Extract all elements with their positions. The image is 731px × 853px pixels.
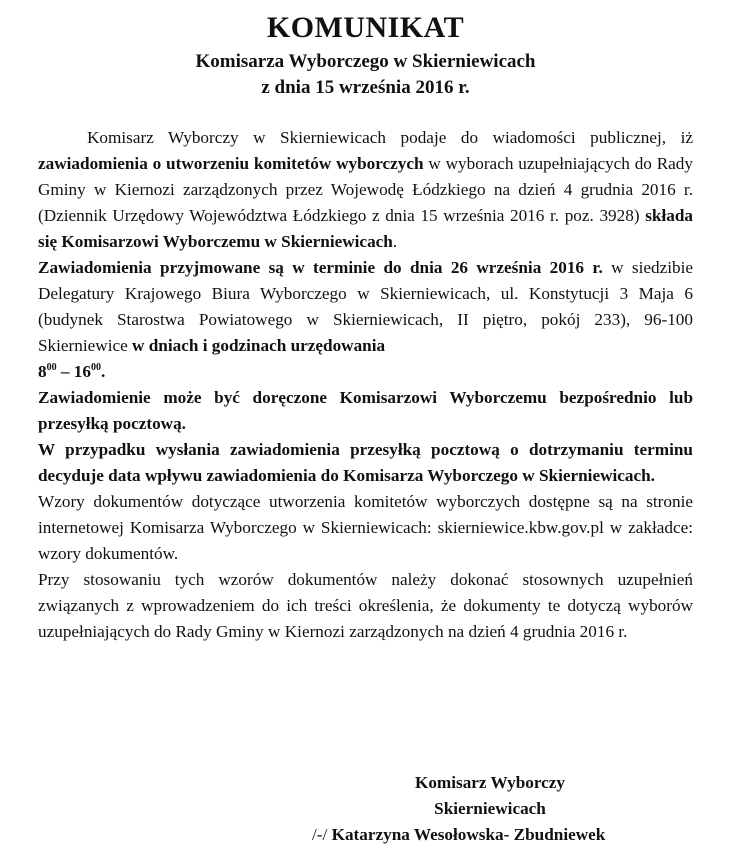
paragraph-intro xyxy=(38,125,693,255)
issuer-subtitle: Komisarza Wyborczego w Skierniewicach xyxy=(195,51,536,72)
paragraph-templates: Wzory dokumentów dotyczące utworzenia komitetów wyborczych dostępne są na stronie internetowej Komisarza Wyborczego w Skierniewicach: skierniewice.kbw.gov.pl w zakładce: wzory dokumentów. xyxy=(38,492,693,563)
paragraph-deadline-bold-1: Zawiadomienia przyjmowane są w terminie do dnia 26 września 2016 r. xyxy=(38,258,603,277)
document-title: KOMUNIKAT xyxy=(266,11,465,44)
paragraph-intro-text-2: w wyborach uzupełniających do Rady Gminy w Kiernozi zarządzonych przez Wojewodę Łódzkiego na dzień 4 grudnia 2016 r. (Dziennik Urzędowy Województwa Łódzkiego z dnia 15 września 2016 r. poz. 3928) xyxy=(38,154,693,225)
paragraph-intro-text-1: Komisarz Wyborczy w Skierniewicach podaje do wiadomości publicznej, iż xyxy=(87,128,693,147)
hour-end: 16 xyxy=(73,362,91,381)
signature-role: Komisarz Wyborczy xyxy=(414,773,566,792)
hour-dash: – xyxy=(56,362,74,381)
hour-start-minutes: 00 xyxy=(46,362,57,373)
signature-prefix: /-/ xyxy=(312,825,332,844)
signature-name-line xyxy=(312,822,692,848)
paragraph-delivery-text: Zawiadomienie może być doręczone Komisarzowi Wyborczemu bezpośrednio lub przesyłką pocztową. xyxy=(38,388,693,433)
paragraph-delivery xyxy=(38,385,693,437)
paragraph-intro-bold-1: zawiadomienia o utworzeniu komitetów wyborczych xyxy=(38,154,424,173)
paragraph-deadline-text-1: w siedzibie Delegatury Krajowego Biura Wyborczego w Skierniewicach, ul. Konstytucji 3 Maja 6 (budynek Starostwa Powiatowego w Skierniewicach, II piętro, pokój 233), 96-100 Skierniewice xyxy=(38,258,693,355)
announcement-body xyxy=(38,125,693,645)
paragraph-deadline-bold-2: w dniach i godzinach urzędowania xyxy=(132,336,386,355)
date-subtitle: z dnia 15 września 2016 r. xyxy=(261,77,470,98)
paragraph-postal xyxy=(38,437,693,489)
hour-period: . xyxy=(100,362,106,381)
signature-location: Skierniewicach xyxy=(434,799,546,818)
hour-end-minutes: 00 xyxy=(90,362,101,373)
office-hours xyxy=(38,362,105,381)
paragraph-intro-bold-2: składa się Komisarzowi Wyborczemu w Skierniewicach xyxy=(38,206,693,251)
signature-name: Katarzyna Wesołowska- Zbudniewek xyxy=(331,825,606,844)
paragraph-usage: Przy stosowaniu tych wzorów dokumentów należy dokonać stosownych uzupełnień związanych z wprowadzeniem do ich treści określenia, że dokumenty te dotyczą wyborów uzupełniających do Rady Gminy w Kiernozi zarządzonych na dzień 4 grudnia 2016 r. xyxy=(38,570,693,641)
paragraph-deadline xyxy=(38,255,693,385)
paragraph-postal-text: W przypadku wysłania zawiadomienia przesyłką pocztową o dotrzymaniu terminu decyduje data wpływu zawiadomienia do Komisarza Wyborczego w Skierniewicach. xyxy=(38,440,693,485)
paragraph-intro-text-3: . xyxy=(392,232,398,251)
hour-start: 8 xyxy=(38,362,47,381)
